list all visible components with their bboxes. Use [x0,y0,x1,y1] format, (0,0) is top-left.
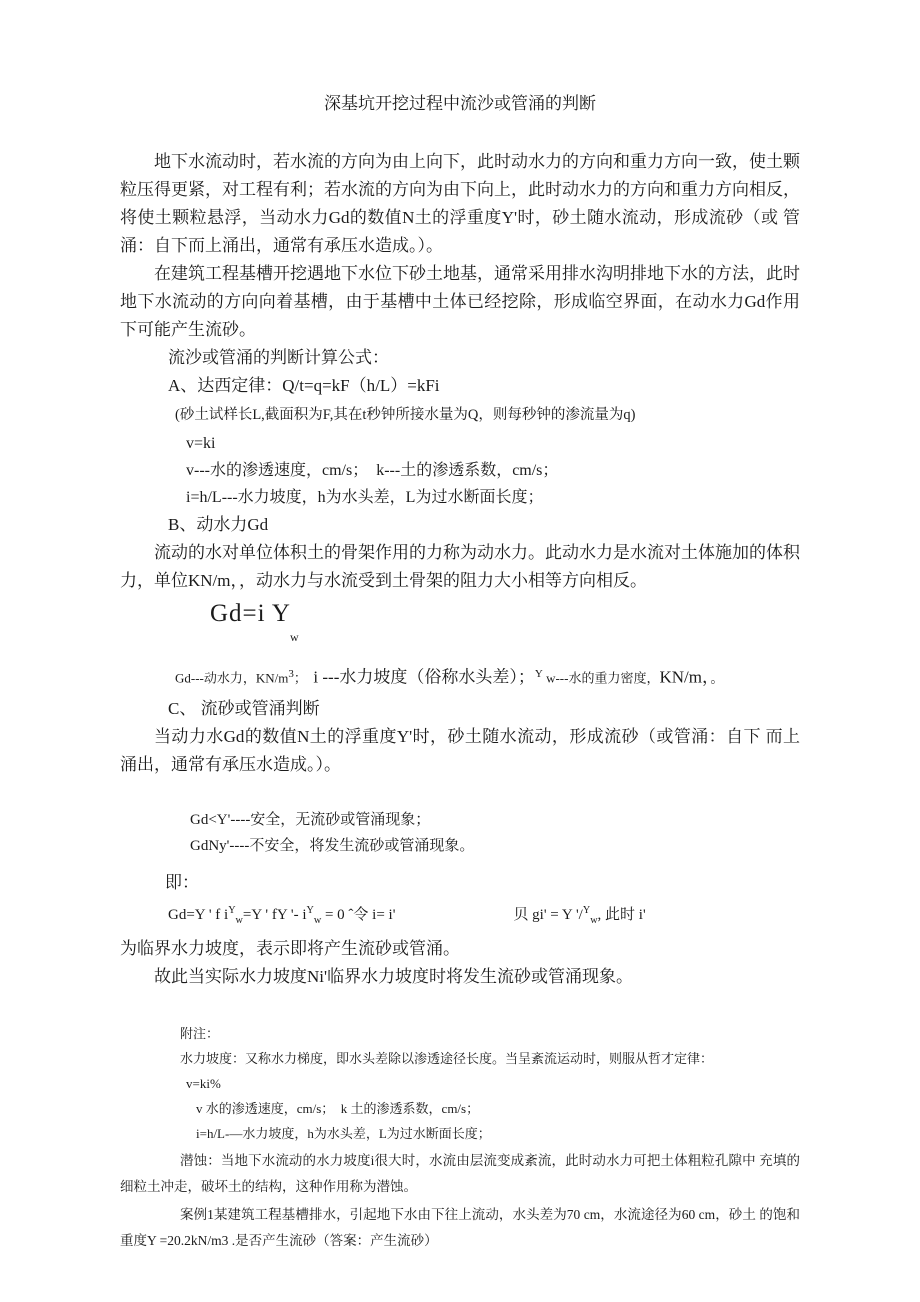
display-formula-gd: Gd=i Y [210,600,291,627]
notes-formula-v-ki: v=ki% [186,1076,221,1092]
item-a-darcy-law: A、达西定律：Q/t=q=kF（h/L）=kFi [168,376,440,395]
section-label-formula: 流沙或管涌的判断计算公式： [168,348,389,367]
doc-title: 深基坑开挖过程中流沙或管涌的判断 [324,94,596,113]
inline-formula-critical-gradient: Gd=Y ' f $i^Y_w=Y$ ' fY '- $i^Y_w = 0$ ˆ令 i= i' 贝 gi' = Y '/$^Y_w$, 此时 i' [168,905,646,927]
formula-v-ki: v=ki [186,435,216,452]
paragraph-critical-gradient: 为临界水力坡度，表示即将产生流砂或管涌。 [120,939,460,959]
paragraph-internal-erosion: 潜蚀：当地下水流动的水力坡度i很大时，水流由层流变成紊流，此时动水力可把土体粗粒孔隙中 充填的细粒土冲走，破坏土的结构，这种作用称为潜蚀。 [120,1153,800,1195]
paragraph-seepage-force: 流动的水对单位体积土的骨架作用的力称为动水力。此动水力是水流对土体施加的体积力，单位KN/m，，动水力与水流受到土骨架的阻力大小相等方向相反。 [120,543,800,590]
item-a-note: (砂土试样长L,截面积为F,其在t秒钟所接水量为Q，则每秒钟的渗流量为q) [175,407,636,423]
legend-gd-i-yw: Gd---动水力，$KN/m^3$； i ---水力坡度（俗称水头差）；$^Y$ w---水的重力密度，KN/m，。 [175,667,724,687]
notes-definition-i-hl: i=h/L-—水力坡度，h为水头差，L为过水断面长度； [196,1126,491,1142]
label-ji: 即： [165,873,199,893]
display-formula-gd-subscript: w [290,630,299,644]
notes-hydraulic-gradient: 水力坡度：又称水力梯度，即水头差除以渗透途径长度。当呈紊流运动时，则服从哲才定律： [180,1051,714,1067]
notes-section [120,1021,800,1254]
condition-safe: Gd<Y'----安全，无流砂或管涌现象； [190,812,431,829]
notes-definition-v-k: v 水的渗透速度，cm/s； k 土的渗透系数，cm/s； [196,1101,480,1117]
notes-label: 附注： [180,1026,220,1042]
paragraph-case-example: 案例1某建筑工程基槽排水，引起地下水由下往上流动，水头差为70 cm，水流途径为60 cm，砂土 的饱和重度Y =20.2kN/m3 .是否产生流砂（答案：产生流砂） [120,1207,800,1249]
definition-i-hl: i=h/L---水力坡度，h为水头差，L为过水断面长度； [186,489,544,506]
condition-unsafe: GdNy'----不安全，将发生流砂或管涌现象。 [190,838,475,855]
paragraph-groundwater-flow: 地下水流动时，若水流的方向为由上向下，此时动水力的方向和重力方向一致，使土颗粒压得更紧，对工程有利；若水流的方向为由下向上，此时动水力的方向和重力方向相反，将使土颗粒悬浮，当动水力Gd的数值N土的浮重度Y'时，砂土随水流动，形成流砂（或 管涌：自下而上涌出，通常有承压水造成。）。 [120,152,800,255]
definition-v-k: v---水的渗透速度，cm/s； k---土的渗透系数，cm/s； [186,462,559,479]
paragraph-critical-conclusion: 故此当实际水力坡度Ni'临界水力坡度时将发生流砂或管涌现象。 [154,967,634,987]
paragraph-foundation-trench: 在建筑工程基槽开挖遇地下水位下砂土地基，通常采用排水沟明排地下水的方法，此时地下水流动的方向向着基槽，由于基槽中土体已经挖除，形成临空界面，在动水力Gd作用下可能产生流砂。 [120,264,800,339]
item-c-judgment: C、 流砂或管涌判断 [168,699,320,719]
paragraph-judgment: 当动力水Gd的数值N土的浮重度Y'时，砂土随水流动，形成流砂（或管涌：自下 而上涌出，通常有承压水造成。）。 [120,727,800,775]
item-b-seepage-force: B、动水力Gd [168,515,269,534]
